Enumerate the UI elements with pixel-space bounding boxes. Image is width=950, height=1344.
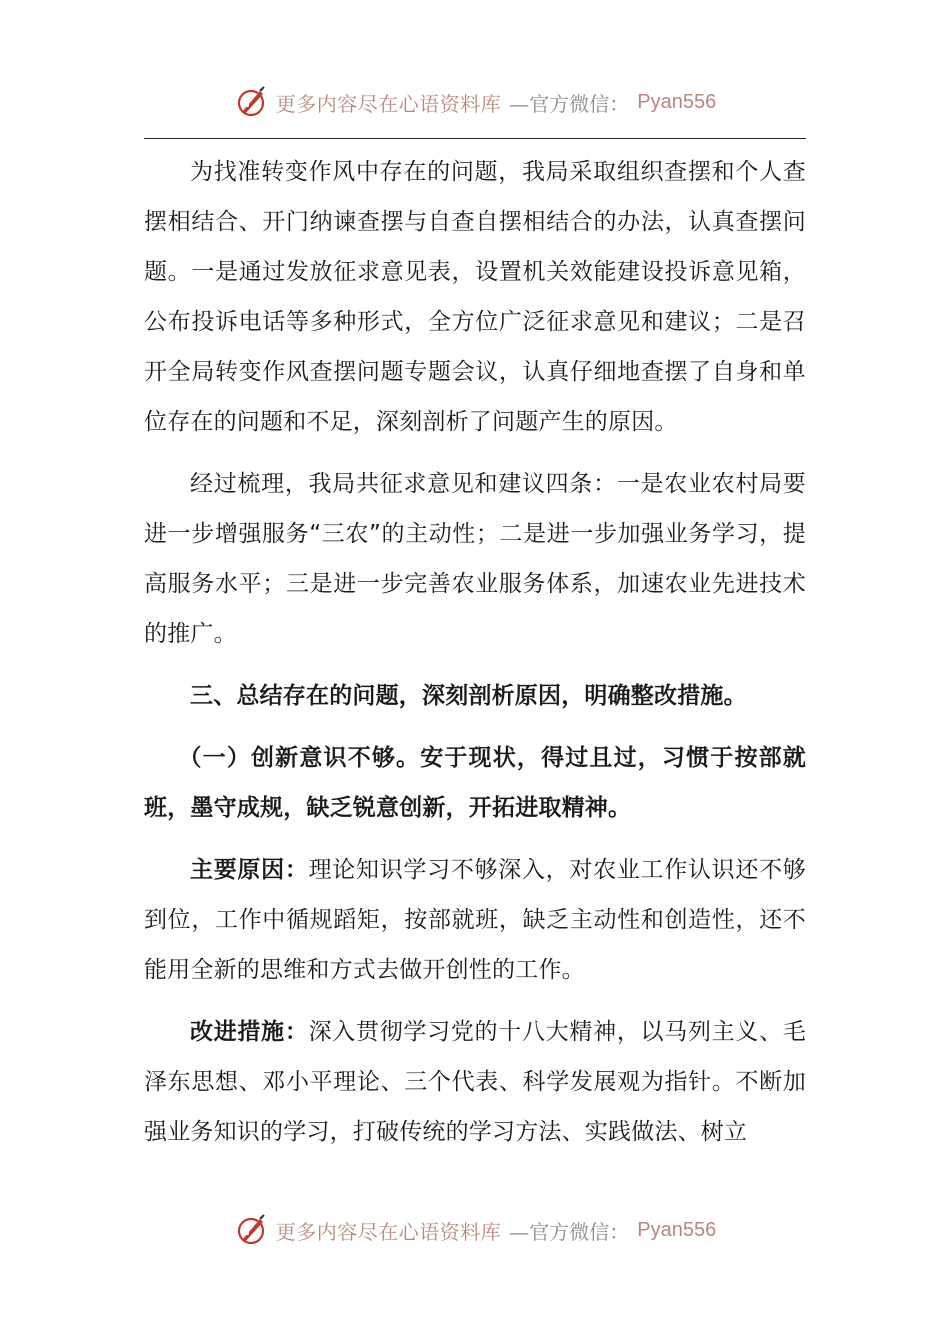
pen-logo-icon [234,1213,268,1247]
banner-wechat-id: Pyan556 [637,1218,717,1241]
paragraph-improvement [144,1007,806,1157]
banner-wechat-label: —官方微信： [509,1219,630,1244]
banner-wechat-label: —官方微信： [509,91,630,116]
main-cause-text: 理论知识学习不够深入，对农业工作认识还不够到位，工作中循规蹈矩，按部就班，缺乏主动性和创造性，还不能用全新的思维和方式去做开创性的工作。 [144,857,806,983]
section-heading-3: 三、总结存在的问题，深刻剖析原因，明确整改措施。 [190,683,747,709]
subheading-innovation: （一）创新意识不够。安于现状，得过且过，习惯于按部就班，墨守成规，缺乏锐意创新，开拓进取精神。 [144,745,806,821]
paragraph-main-cause [144,845,806,995]
pen-logo-icon [234,85,268,119]
improvement-text: 深入贯彻学习党的十八大精神，以马列主义、毛泽东思想、邓小平理论、三个代表、科学发展观为指针。不断加强业务知识的学习，打破传统的学习方法、实践做法、树立 [144,1019,806,1145]
main-cause-label: 主要原因： [190,857,309,883]
footer-banner [0,1210,950,1250]
document-body [144,147,806,1169]
banner-text: 更多内容尽在心语资料库 [275,1219,502,1244]
header-banner [0,82,950,122]
paragraph-suggestions: 经过梳理，我局共征求意见和建议四条：一是农业农村局要进一步增强服务“三农”的主动性；二是进一步加强业务学习，提高服务水平；三是进一步完善农业服务体系，加速农业先进技术的推广。 [144,471,806,647]
paragraph-investigation: 为找准转变作风中存在的问题，我局采取组织查摆和个人查摆相结合、开门纳谏查摆与自查自摆相结合的办法，认真查摆问题。一是通过发放征求意见表，设置机关效能建设投诉意见箱，公布投诉电话等多种形式，全方位广泛征求意见和建议；二是召开全局转变作风查摆问题专题会议，认真仔细地查摆了自身和单位存在的问题和不足，深刻剖析了问题产生的原因。 [144,159,806,435]
header-divider [144,138,806,139]
banner-text: 更多内容尽在心语资料库 [275,91,502,116]
banner-wechat-id: Pyan556 [637,90,717,113]
improvement-label: 改进措施： [190,1019,309,1045]
